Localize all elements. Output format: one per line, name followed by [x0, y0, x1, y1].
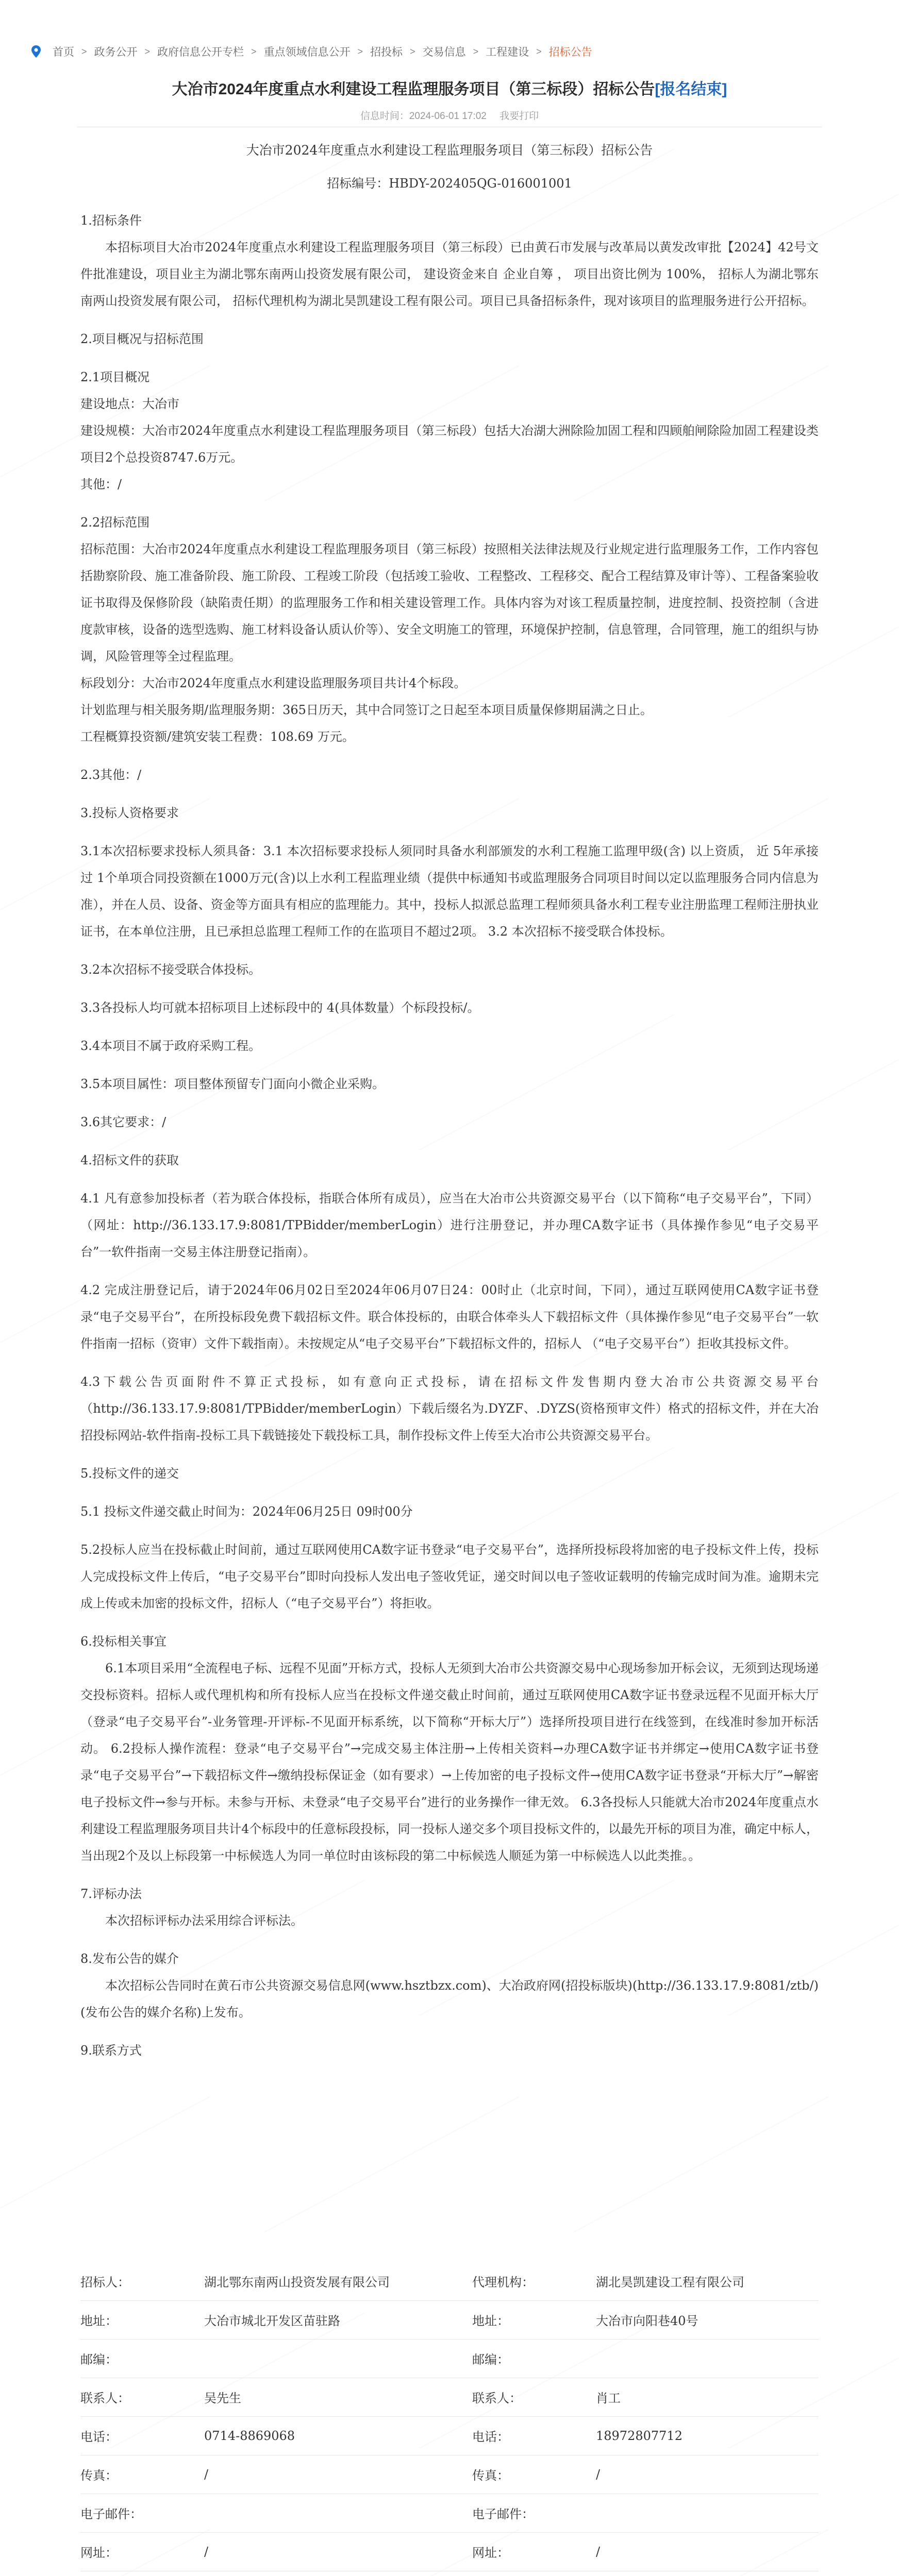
body-paragraph: 本次招标公告同时在黄石市公共资源交易信息网(www.hsztbzx.com)、大冶政府网(招投标版块)(http://36.133.17.9:8081/ztb/)(发布公告的媒介名称)上发布。 [80, 1978, 819, 2020]
contact-value [204, 2494, 472, 2532]
chevron-right-icon: > [473, 46, 479, 57]
watermark-mark [264, 2096, 519, 2233]
contact-value: 大冶市向阳巷40号 [596, 2300, 819, 2339]
body-paragraph: 本招标项目大冶市2024年度重点水利建设工程监理服务项目（第三标段）已由黄石市发展与改革局以黄发改审批【2024】42号文件批准建设，项目业主为湖北鄂东南两山投资发展有限公司， 建设资金来自 企业自筹 ， 项目出资比例为 100%， 招标人为湖北鄂东南两山投资发展有限公司， 招标代理机构为湖北昊凯建设工程有限公司。项目已具备招标条件，现对该项目的监理服务进行公开招标。 [80, 240, 819, 308]
contact-value: 肖工 [596, 2378, 819, 2416]
chevron-right-icon: > [536, 46, 542, 57]
contact-label: 邮编： [80, 2339, 204, 2378]
contact-label: 招标人： [80, 2262, 204, 2300]
page-title-text: 大冶市2024年度重点水利建设工程监理服务项目（第三标段）招标公告 [172, 81, 655, 98]
table-row [80, 2378, 819, 2416]
contact-label [472, 2571, 596, 2576]
section-paragraph: 4.2 完成注册登记后，请于2024年06月02日至2024年06月07日24：00时止（北京时间，下同），通过互联网使用CA数字证书登录“电子交易平台”，在所投标段免费下载招标文件。联合体投标的，由联合体牵头人下载招标文件（具体操作参见“电子交易平台”一软件指南一招标（资审）文件下载指南）。未按规定从“电子交易平台”下载招标文件的，招标人 （“电子交易平台”）拒收其投标文件。 [80, 1283, 819, 1351]
location-pin-icon [31, 45, 41, 58]
body-paragraph: 工程概算投资额/建筑安装工程费：108.69 万元。 [80, 730, 355, 744]
section-paragraph: 5.2投标人应当在投标截止时间前，通过互联网使用CA数字证书登录“电子交易平台”，选择所投标段将加密的电子投标文件上传，投标人完成投标文件上传后，“电子交易平台”即时向投标人发出电子签收凭证，递交时间以电子签收证载明的传输完成时间为准。逾期未完成上传或未加密的投标文件，招标人（“电子交易平台”）将拒收。 [80, 1543, 819, 1611]
section-paragraph: 9.联系方式 [80, 2043, 142, 2058]
document-body [80, 196, 819, 2064]
section-paragraph: 2.2招标范围 [80, 515, 150, 530]
body-paragraph: 6.1本项目采用“全流程电子标、远程不见面”开标方式，投标人无须到大冶市公共资源交易中心现场参加开标会议，无须到达现场递交投标资料。招标人或代理机构和所有投标人应当在投标文件递交截止时间前，通过互联网使用CA数字证书登录远程不见面开标大厅（登录“电子交易平台”-业务管理-开评标-不见面开标系统，以下简称“开标大厅”）选择所投项目进行在线签到，在线准时参加开标活动。 6.2投标人操作流程：登录“电子交易平台”→完成交易主体注册→上传相关资料→办理CA数字证书并绑定→使用CA数字证书登录“电子交易平台”→下载招标文件→缴纳投标保证金（如有要求）→上传加密的电子投标文件→使用CA数字证书登录“开标大厅”→解密电子投标文件→参与开标。未参与开标、未登录“电子交易平台”进行的业务操作一律无效。 6.3各投标人只能就大冶市2024年度重点水利建设工程监理服务项目共计4个标段中的任意标段投标，同一投标人递交多个项目投标文件的，以最先开标的项目为准，确定中标人，当出现2个及以上标段第一中标候选人为同一单位时由该标段的第二中标候选人顺延为第一中标候选人以此类推。。 [80, 1661, 819, 1863]
section-paragraph: 5.1 投标文件递交截止时间为：2024年06月25日 09时00分 [80, 1504, 413, 1519]
contact-label: 电话： [80, 2416, 204, 2455]
contact-label: 网址： [80, 2532, 204, 2571]
section-paragraph: 3.6其它要求：/ [80, 1115, 167, 1129]
contact-value: 湖北鄂东南两山投资发展有限公司 [204, 2262, 472, 2300]
section-paragraph: 7.评标办法 [80, 1887, 142, 1901]
section-paragraph: 5.投标文件的递交 [80, 1466, 179, 1481]
breadcrumb-item-gov-affairs[interactable]: 政务公开 [94, 46, 138, 58]
publish-time: 信息时间：2024-06-01 17:02 [360, 111, 487, 122]
breadcrumb-item-current: 招标公告 [548, 46, 592, 58]
chevron-right-icon: > [357, 46, 363, 57]
section-paragraph: 3.4本项目不属于政府采购工程。 [80, 1039, 261, 1053]
contact-value [596, 2571, 819, 2576]
document-number: 招标编号：HBDY-202405QG-016001001 [327, 176, 572, 191]
contact-label: 电子邮件： [80, 2494, 204, 2532]
contact-label: 网址： [472, 2532, 596, 2571]
section-paragraph: 3.5本项目属性：项目整体预留专门面向小微企业采购。 [80, 1077, 385, 1091]
table-row [80, 2416, 819, 2455]
table-row [80, 2455, 819, 2494]
body-paragraph: 计划监理与相关服务期/监理服务期：365日历天，其中合同签订之日起至本项目质量保修期届满之日止。 [80, 703, 653, 717]
chevron-right-icon: > [144, 46, 151, 57]
contact-value [204, 2339, 472, 2378]
breadcrumb-item-info-column[interactable]: 政府信息公开专栏 [157, 46, 244, 58]
watermark-mark [0, 2096, 210, 2233]
watermark-mark [573, 2096, 828, 2233]
contact-value: 0714-8869068 [204, 2416, 472, 2455]
breadcrumb-item-bidding[interactable]: 招投标 [370, 46, 403, 58]
table-row [80, 2571, 819, 2576]
contact-label [80, 2571, 204, 2576]
contact-label: 电话： [472, 2416, 596, 2455]
status-badge: [报名结束] [655, 81, 727, 98]
section-paragraph: 8.发布公告的媒介 [80, 1952, 179, 1966]
contact-label: 电子邮件： [472, 2494, 596, 2532]
contact-label: 联系人： [472, 2378, 596, 2416]
section-paragraph: 4.1 凡有意参加投标者（若为联合体投标，指联合体所有成员），应当在大冶市公共资源交易平台（以下简称“电子交易平台”，下同）（网址：http://36.133.17.9:8081/TPBidder/memberLogin）进行注册登记，并办理CA数字证书（具体操作参见“电子交易平台”一软件指南一交易主体注册登记指南）。 [80, 1191, 819, 1259]
body-paragraph: 建设规模：大冶市2024年度重点水利建设工程监理服务项目（第三标段）包括大冶湖大洲除险加固工程和四顾舶闸除险加固工程建设类项目2个总投资8747.6万元。 [80, 423, 819, 465]
section-paragraph: 4.招标文件的获取 [80, 1153, 179, 1167]
table-row [80, 2532, 819, 2571]
chevron-right-icon: > [410, 46, 415, 57]
breadcrumb-item-home[interactable]: 首页 [53, 46, 74, 58]
section-paragraph: 2.项目概况与招标范围 [80, 332, 204, 346]
table-row [80, 2494, 819, 2532]
contact-value: / [204, 2455, 472, 2494]
chevron-right-icon: > [81, 46, 87, 57]
contact-label: 传真： [472, 2455, 596, 2494]
contact-value: / [596, 2532, 819, 2571]
body-paragraph: 招标范围：大冶市2024年度重点水利建设工程监理服务项目（第三标段）按照相关法律法规及行业规定进行监理服务工作，工作内容包括勘察阶段、施工准备阶段、施工阶段、工程竣工阶段（包括竣工验收、工程整改、工程移交、配合工程结算及审计等）、工程备案验收证书取得及保修阶段（缺陷责任期）的监理服务工作和相关建设管理工作。具体内容为对该工程质量控制，进度控制、投资控制（含进度款审核，设备的选型选购、施工材料设备认质认价等）、安全文明施工的管理，环境保护控制，信息管理，合同管理，施工的组织与协调，风险管理等全过程监理。 [80, 542, 819, 664]
contact-label: 代理机构： [472, 2262, 596, 2300]
contact-value: 大冶市城北开发区苗驻路 [204, 2300, 472, 2339]
page-title [0, 76, 899, 99]
body-paragraph: 标段划分：大冶市2024年度重点水利建设监理服务项目共计4个标段。 [80, 676, 467, 690]
section-paragraph: 1.招标条件 [80, 213, 142, 228]
table-row [80, 2300, 819, 2339]
contact-value: / [204, 2532, 472, 2571]
breadcrumb-item-construction[interactable]: 工程建设 [486, 46, 529, 58]
contact-value [596, 2339, 819, 2378]
section-paragraph: 4.3下载公告页面附件不算正式投标，如有意向正式投标，请在招标文件发售期内登大冶市公共资源交易平台（http://36.133.17.9:8081/TPBidder/memberLogin）下载后缀名为.DYZF、.DYZS(资格预审文件）格式的招标文件，并在大冶招投标网站-软件指南-投标工具下载链接处下载投标工具，制作投标文件上传至大冶市公共资源交易平台。 [80, 1375, 819, 1443]
breadcrumb-item-trade-info[interactable]: 交易信息 [422, 46, 466, 58]
contact-value: 18972807712 [596, 2416, 819, 2455]
section-paragraph: 6.投标相关事宜 [80, 1634, 167, 1649]
contact-label: 地址： [472, 2300, 596, 2339]
table-row [80, 2339, 819, 2378]
section-paragraph: 3.投标人资格要求 [80, 806, 179, 820]
section-paragraph: 3.2本次招标不接受联合体投标。 [80, 962, 261, 977]
chevron-right-icon: > [251, 46, 257, 57]
contact-label: 联系人： [80, 2378, 204, 2416]
section-paragraph: 3.3各投标人均可就本招标项目上述标段中的 4(具体数量）个标段投标/。 [80, 1001, 480, 1015]
section-paragraph: 2.1项目概况 [80, 370, 150, 384]
section-paragraph: 3.1本次招标要求投标人须具备：3.1 本次招标要求投标人须同时具备水利部颁发的水利工程施工监理甲级(含) 以上资质， 近 5年承接过 1个单项合同投资额在1000万元(含)以上水利工程监理业绩（提供中标通知书或监理服务合同项目时间以定以监理服务合同内信息为准），并在人员、设备、资金等方面具有相应的监理能力。其中，投标人拟派总监理工程师须具备水利工程专业注册监理工程师注册执业证书，在本单位注册，且已承担总监理工程师工作的在监项目不超过2项。 3.2 本次招标不接受联合体投标。 [80, 844, 819, 939]
document-title: 大冶市2024年度重点水利建设工程监理服务项目（第三标段）招标公告 [246, 143, 653, 158]
contact-value: 湖北昊凯建设工程有限公司 [596, 2262, 819, 2300]
body-paragraph: 建设地点：大冶市 [80, 397, 179, 411]
body-paragraph: 其他：/ [80, 477, 122, 492]
contact-label: 传真： [80, 2455, 204, 2494]
contact-value: / [596, 2455, 819, 2494]
contact-table [80, 2262, 819, 2576]
contact-value: 吴先生 [204, 2378, 472, 2416]
article-meta [0, 108, 899, 122]
breadcrumb-item-key-areas[interactable]: 重点领域信息公开 [263, 46, 351, 58]
contact-value [204, 2571, 472, 2576]
contact-value [596, 2494, 819, 2532]
body-paragraph: 本次招标评标办法采用综合评标法。 [105, 1913, 303, 1928]
section-paragraph: 2.3其他：/ [80, 768, 142, 782]
breadcrumb [31, 40, 868, 63]
contact-label: 地址： [80, 2300, 204, 2339]
table-row [80, 2262, 819, 2300]
print-link[interactable]: 我要打印 [500, 111, 539, 122]
contact-label: 邮编： [472, 2339, 596, 2378]
